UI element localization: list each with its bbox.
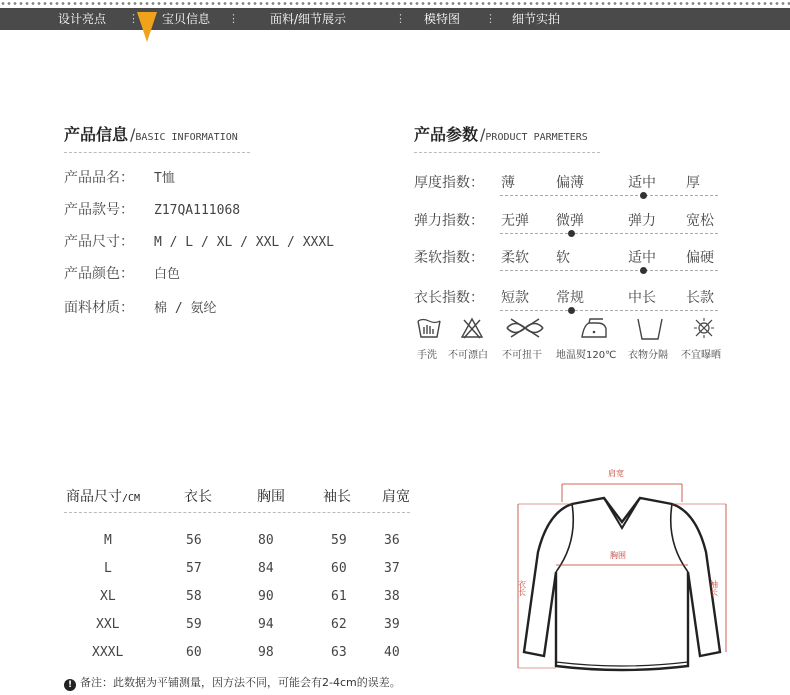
info-row-color [64,263,180,283]
param-option: 偏薄 [556,175,584,191]
tab-design-highlights[interactable]: 设计亮点 [58,12,107,26]
param-option: 长款 [686,290,714,306]
care-label: 不可扭干 [502,350,542,361]
param-option: 柔软 [501,250,529,266]
param-option: 厚 [686,175,700,191]
param-option: 常规 [556,290,584,306]
param-option: 短款 [501,290,529,306]
product-info-title-en: BASIC INFORMATION [135,132,238,143]
info-label: 产品款号： [64,202,134,218]
shoulder-label: 肩宽 [608,469,624,478]
care-label: 衣物分隔 [628,350,668,361]
info-row-name [64,167,175,187]
size-table-title [66,486,140,506]
hand-wash-icon [416,317,442,339]
size-value-cell: 62 [331,617,347,632]
info-label: 产品颜色： [64,266,134,282]
param-option: 宽松 [686,213,714,229]
product-params-title [414,122,588,145]
size-value-cell: 60 [186,645,202,660]
param-label: 弹力指数： [414,213,484,229]
separate-wash-icon [636,317,664,341]
info-row-size [64,231,334,251]
size-value-cell: 40 [384,645,400,660]
info-value: T恤 [154,171,175,186]
size-value-cell: 37 [384,561,400,576]
param-scale-line [500,195,718,196]
size-label: L [104,561,112,576]
info-value: 白色 [154,267,181,282]
param-option: 适中 [628,250,656,266]
tab-separator: ⋮ [228,12,239,25]
care-label: 不宜曝晒 [681,350,721,361]
length-label: 衣长 [517,580,527,596]
product-params-title-en: PRODUCT PARMETERS [485,132,588,143]
param-option: 薄 [501,175,515,191]
size-table-unit: /CM [122,493,141,504]
size-value-cell: 36 [384,533,400,548]
size-value-cell: 38 [384,589,400,604]
param-label: 衣长指数： [414,290,484,306]
size-value-cell: 61 [331,589,347,604]
size-label: M [104,533,112,548]
tab-model-photos[interactable]: 模特图 [424,12,461,26]
product-params-title-text: 产品参数 [414,125,479,144]
no-bleach-icon [461,317,483,339]
col-header-chest: 胸围 [257,489,285,505]
care-label: 不可漂白 [448,350,488,361]
info-value: 棉 / 氨纶 [154,301,217,316]
care-label: 地温熨120℃ [556,350,617,361]
sleeve-label: 袖长 [709,580,719,596]
exclamation-icon: ! [64,679,76,691]
info-row-material [64,297,216,317]
param-selected-dot [568,307,575,314]
size-value-cell: 59 [186,617,202,632]
size-label: XXXL [92,645,124,660]
active-tab-arrow [137,12,157,42]
param-option: 无弹 [501,213,529,229]
tab-separator: ⋮ [485,12,496,25]
size-value-cell: 90 [258,589,274,604]
product-info-title [64,122,238,145]
size-value-cell: 98 [258,645,274,660]
size-value-cell: 57 [186,561,202,576]
size-table-title-text: 商品尺寸 [66,489,122,505]
info-label: 产品尺寸： [64,234,134,250]
size-label: XL [100,589,116,604]
info-value: M / L / XL / XXL / XXXL [154,235,335,250]
top-dot-border [0,0,790,7]
param-scale-line [500,310,718,311]
tab-fabric-details[interactable]: 面料/细节展示 [270,12,347,26]
size-value-cell: 39 [384,617,400,632]
param-option: 偏硬 [686,250,714,266]
divider [64,152,250,153]
size-label: XXL [96,617,120,632]
no-sun-icon [693,317,715,339]
info-label: 产品品名： [64,170,134,186]
param-option: 弹力 [628,213,656,229]
size-value-cell: 63 [331,645,347,660]
measurement-note [64,674,401,691]
title-slash: / [130,125,136,144]
tab-detail-shots[interactable]: 细节实拍 [512,12,561,26]
info-label: 面料材质： [64,300,134,316]
param-option: 中长 [628,290,656,306]
size-value-cell: 58 [186,589,202,604]
hem-line [556,662,688,666]
note-text: 备注：此数据为平铺测量，因方法不同，可能会有2-4cm的误差。 [80,676,401,689]
param-selected-dot [640,192,647,199]
size-value-cell: 60 [331,561,347,576]
param-option: 适中 [628,175,656,191]
size-value-cell: 84 [258,561,274,576]
chest-label: 胸围 [610,551,626,560]
size-value-cell: 94 [258,617,274,632]
col-header-sleeve: 袖长 [323,489,351,505]
col-header-shoulder: 肩宽 [382,489,410,505]
title-slash: / [480,125,486,144]
param-option: 软 [556,250,570,266]
col-header-length: 衣长 [184,489,212,505]
care-label: 手洗 [417,350,437,361]
size-value-cell: 59 [331,533,347,548]
product-info-title-text: 产品信息 [64,125,129,144]
tab-separator: ⋮ [395,12,406,25]
size-value-cell: 56 [186,533,202,548]
tab-separator: ⋮ [128,12,139,25]
garment-measurement-diagram [512,462,732,682]
top-nav-bar [0,0,790,30]
iron-icon [579,317,609,339]
param-selected-dot [568,230,575,237]
sleeve-seams [556,504,688,572]
param-scale-line [500,233,718,234]
size-value-cell: 80 [258,533,274,548]
param-option: 微弹 [556,213,584,229]
divider [64,512,410,513]
t-shirt-outline [524,498,720,670]
info-value: Z17QA111068 [154,203,241,218]
param-label: 柔软指数： [414,250,484,266]
tab-product-info[interactable]: 宝贝信息 [162,12,211,26]
divider [414,152,600,153]
param-scale-line [500,270,718,271]
param-label: 厚度指数： [414,175,484,191]
info-row-style-no [64,199,240,219]
no-wring-icon [503,317,547,339]
param-selected-dot [640,267,647,274]
